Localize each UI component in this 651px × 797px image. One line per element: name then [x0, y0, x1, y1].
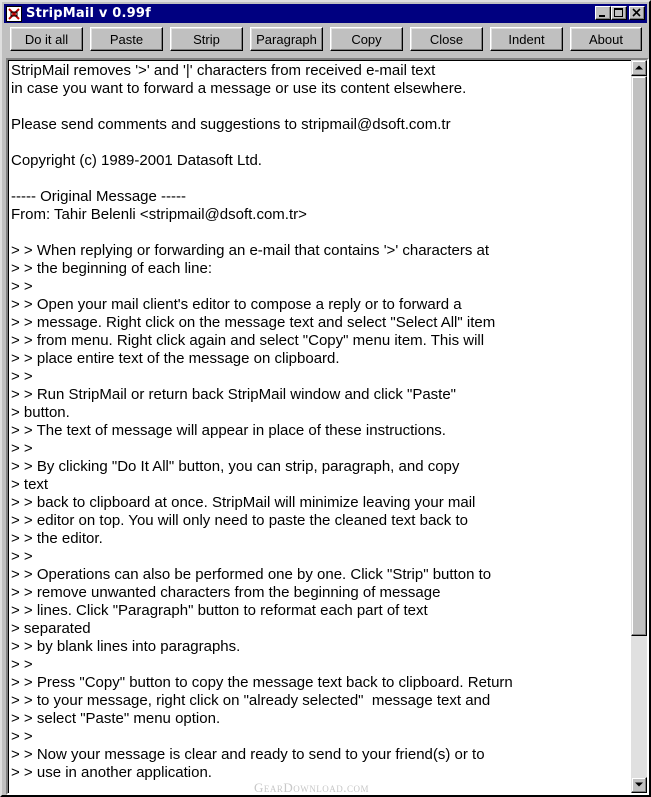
paragraph-button[interactable]: Paragraph [250, 27, 323, 51]
title-bar[interactable] [4, 4, 647, 23]
app-icon [6, 6, 22, 22]
maximize-icon [614, 8, 624, 18]
indent-button[interactable]: Indent [490, 27, 563, 51]
scrollbar-thumb[interactable] [631, 76, 647, 636]
strip-button[interactable]: Strip [170, 27, 243, 51]
message-text[interactable]: StripMail removes '>' and '|' characters from received e-mail text in case you want to forward a message or use its content elsewhere. Please send comments and suggestions to stripmail@dsoft.com.tr Copyright (c) 1989-2001 Datasoft Ltd. ----- Original Message ----- From: Tahir Belenli <stripmail@dsoft.com.tr> > > When replying or forwarding an e-mail that contains '>' characters at > > the beginning of each line: > > > > Open your mail client's editor to compose a reply or to forward a > > message. Right click on the message text and select "Select All" item > > from menu. Right click again and select "Copy" menu item. This will > > place entire text of the message on clipboard. > > > > Run StripMail or return back StripMail window and click "Paste" > button. > > The text of message will appear in place of these instructions. > > > > By clicking "Do It All" button, you can strip, paragraph, and copy > text > > back to clipboard at once. StripMail will minimize leaving your mail > > editor on top. You will only need to paste the cleaned text back to > > the editor. > > > > Operations can also be performed one by one. Click "Strip" button to > > remove unwanted characters from the beginning of message > > lines. Click "Paragraph" button to reformat each part of text > separated > > by blank lines into paragraphs. > > > > Press "Copy" button to copy the message text back to clipboard. Return > > to your message, right click on "already selected" message text and > > select "Paste" menu option. > > > > Now your message is clear and ready to send to your friend(s) or to > > use in another application. [11, 62, 513, 781]
close-button[interactable]: Close [410, 27, 483, 51]
maximize-button[interactable] [611, 6, 627, 20]
paste-button[interactable]: Paste [90, 27, 163, 51]
scroll-up-button[interactable] [631, 60, 647, 76]
close-window-button[interactable] [629, 6, 645, 20]
arrow-down-icon [635, 782, 643, 787]
vertical-scrollbar[interactable] [631, 60, 647, 793]
copy-button[interactable]: Copy [330, 27, 403, 51]
close-icon [632, 8, 642, 18]
arrow-up-icon [635, 65, 643, 70]
minimize-icon [598, 8, 608, 18]
watermark: GearDownload.com [254, 780, 370, 795]
scroll-down-button[interactable] [631, 777, 647, 793]
minimize-button[interactable] [595, 6, 611, 20]
message-text-area[interactable] [6, 58, 649, 795]
do-it-all-button[interactable]: Do it all [10, 27, 83, 51]
window-title: StripMail v 0.99f [26, 6, 152, 21]
about-button[interactable]: About [570, 27, 642, 51]
toolbar [10, 27, 642, 52]
